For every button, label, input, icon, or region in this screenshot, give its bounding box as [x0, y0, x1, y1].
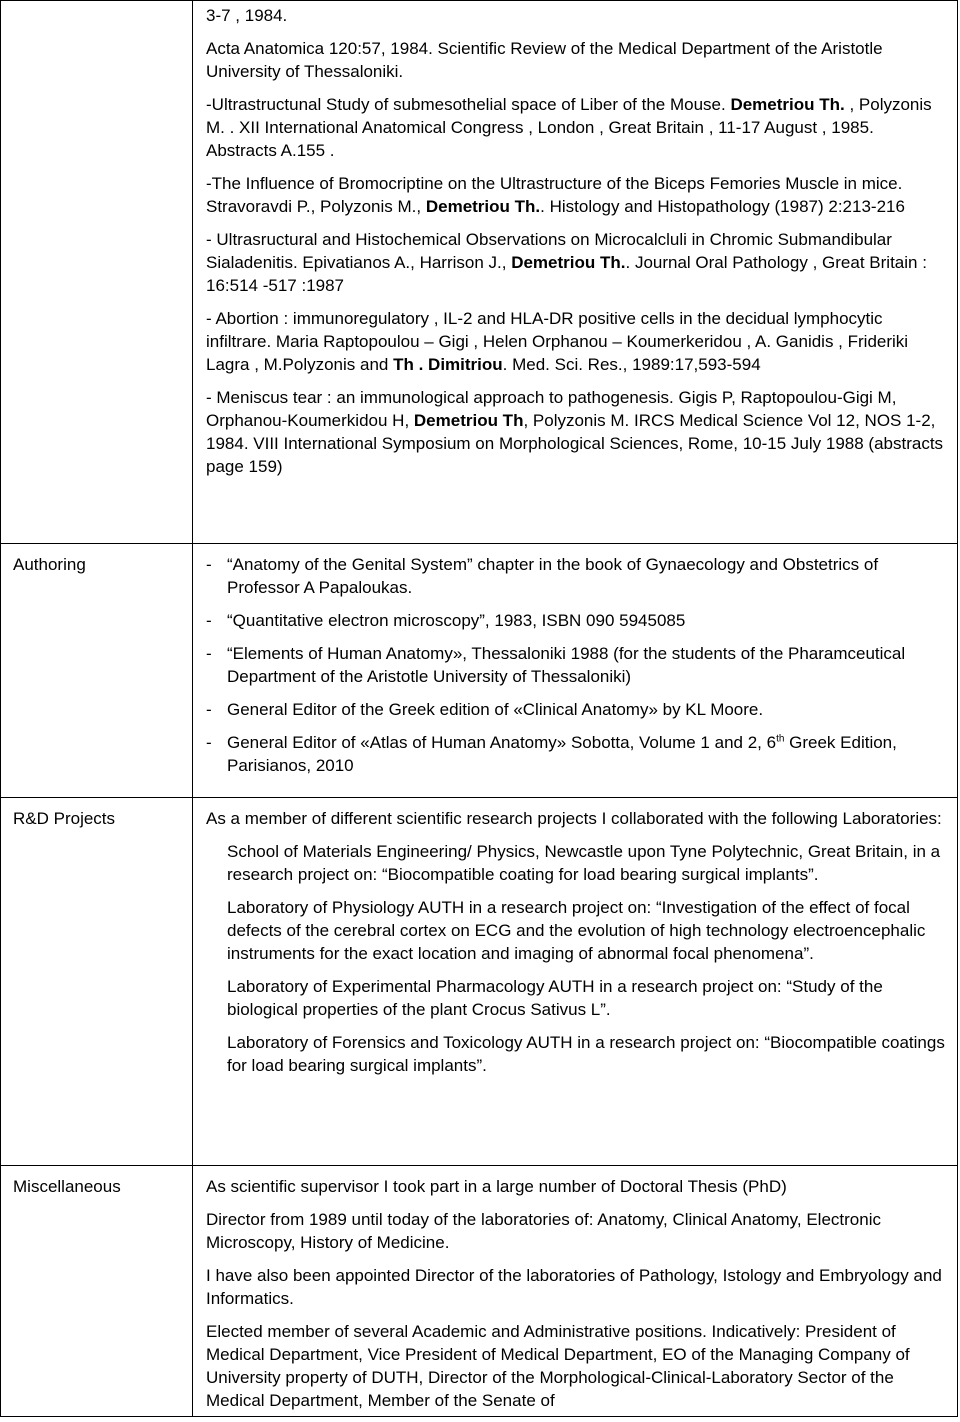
publication-item: -The Influence of Bromocriptine on the Ultrastructure of the Biceps Femories Muscle in mice. Stravoravdi P., Polyzonis M., Demetriou Th.. Histology and Histopathology (1987) 2:213-216 — [206, 174, 905, 216]
miscellaneous-cell — [206, 1175, 946, 1422]
rd-intro: As a member of different scientific research projects I collaborated with the following Laboratories: — [206, 809, 942, 828]
publication-item: Acta Anatomica 120:57, 1984. Scientific Review of the Medical Department of the Aristotle University of Thessaloniki. — [206, 39, 883, 81]
publication-item: - Ultrasructural and Histochemical Observations on Microcalcluli in Chromic Submandibular Sialadenitis. Epivatianos A., Harrison J., Demetriou Th.. Journal Oral Pathology , Great Britain : 16:514 -517 :1987 — [206, 230, 927, 295]
rd-project-item: Laboratory of Experimental Pharmacology AUTH in a research project on: “Study of the biological properties of the plant Crocus Sativus L”. — [227, 977, 883, 1019]
section-label-miscellaneous: Miscellaneous — [13, 1177, 121, 1196]
section-label-authoring: Authoring — [13, 555, 86, 574]
row-divider-misc — [0, 1165, 958, 1166]
row-divider-authoring — [0, 543, 958, 544]
misc-item: I have also been appointed Director of the laboratories of Pathology, Istology and Embryology and Informatics. — [206, 1266, 942, 1308]
column-divider — [192, 0, 193, 1417]
authoring-item: - General Editor of «Atlas of Human Anatomy» Sobotta, Volume 1 and 2, 6th Greek Edition, Parisianos, 2010 — [206, 733, 897, 775]
rd-projects-cell — [206, 807, 946, 1087]
authoring-item: - “Anatomy of the Genital System” chapter in the book of Gynaecology and Obstetrics of Professor A Papaloukas. — [206, 555, 879, 597]
authoring-cell — [206, 553, 946, 787]
misc-item: Director from 1989 until today of the laboratories of: Anatomy, Clinical Anatomy, Electronic Microscopy, History of Medicine. — [206, 1210, 881, 1252]
row-divider-rd — [0, 797, 958, 798]
rd-project-item: Laboratory of Physiology AUTH in a research project on: “Investigation of the effect of focal defects of the cerebral cortex on ECG and the evolution of high technology electroencephalic instruments for the exact location and imaging of abnormal focal phenomena”. — [227, 898, 926, 963]
publication-item: - Meniscus tear : an immunological approach to pathogenesis. Gigis P, Raptopoulou-Gigi M, Orphanou-Koumerkidou H, Demetriou Th, Polyzonis M. IRCS Medical Science Vol 12, NOS 1-2, 1984. VIII International Symposium on Morphological Sciences, Rome, 10-15 July 1988 (abstracts page 159) — [206, 388, 944, 476]
misc-item: As scientific supervisor I took part in a large number of Doctoral Thesis (PhD) — [206, 1177, 787, 1196]
publications-cell — [206, 4, 946, 488]
publication-item: -Ultrastructunal Study of submesothelial space of Liber of the Mouse. Demetriou Th. , Polyzonis M. . XII International Anatomical Congress , London , Great Britain , 11-17 August , 1985. Abstracts A.155 . — [206, 95, 932, 160]
publication-item: - Abortion : immunoregulatory , IL-2 and HLA-DR positive cells in the decidual lymphocytic infiltrare. Maria Raptopoulou – Gigi , Helen Orphanou – Koumerkeridou , A. Ganidis , Frideriki Lagra , M.Polyzonis and Th . Dimitriou. Med. Sci. Res., 1989:17,593-594 — [206, 309, 909, 374]
rd-project-item: Laboratory of Forensics and Toxicology AUTH in a research project on: “Biocompatible coatings for load bearing surgical implants”. — [227, 1033, 945, 1075]
section-label-rd-projects: R&D Projects — [13, 809, 116, 828]
rd-project-item: School of Materials Engineering/ Physics, Newcastle upon Tyne Polytechnic, Great Britain, in a research project on: “Biocompatible coating for load bearing surgical implants”. — [227, 842, 941, 884]
misc-item: Elected member of several Academic and Administrative positions. Indicatively: President of Medical Department, Vice President of Medical Department, EO of the Managing Company of University property of DUTH, Director of the Morphological-Clinical-Laboratory Sector of the Medical Department, Member of the Senate of — [206, 1322, 910, 1410]
authoring-item: - “Elements of Human Anatomy», Thessaloniki 1988 (for the students of the Pharamceutical Department of the Aristotle University of Thessaloniki) — [206, 644, 906, 686]
authoring-item: - “Quantitative electron microscopy”, 1983, ISBN 090 5945085 — [206, 611, 686, 630]
authoring-item: - General Editor of the Greek edition of «Clinical Anatomy» by KL Moore. — [206, 700, 764, 719]
publication-tail: 3-7 , 1984. — [206, 6, 288, 25]
